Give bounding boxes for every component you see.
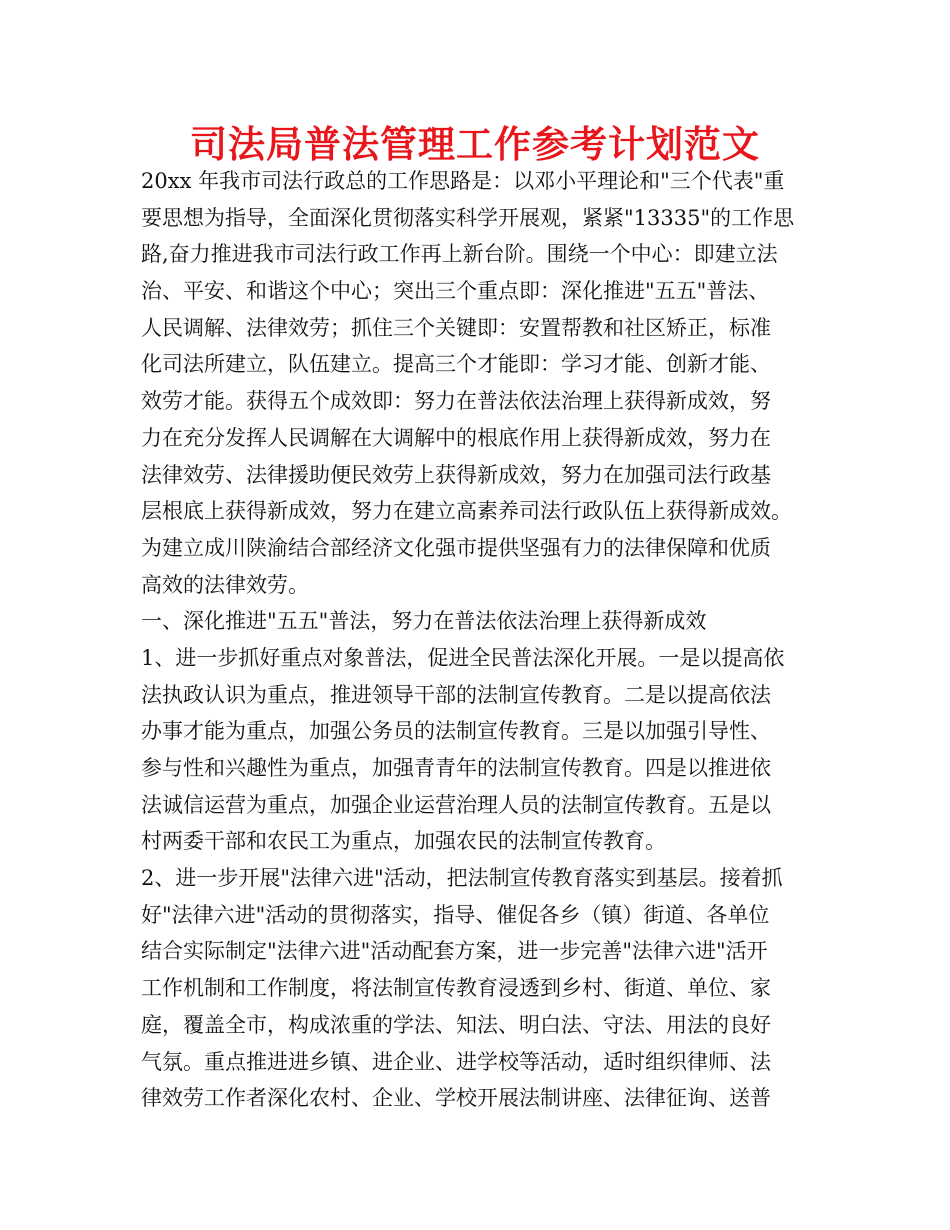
text-line: 办事才能为重点，加强公务员的法制宣传教育。三是以加强引导性、 xyxy=(141,719,771,744)
text-line: 好"法律六进"活动的贯彻落实，指导、催促各乡（镇）街道、各单位 xyxy=(141,902,770,927)
text-line: 20xx 年我市司法行政总的工作思路是：以邓小平理论和"三个代表"重 xyxy=(141,169,785,193)
text-line: 结合实际制定"法律六进"活动配套方案，进一步完善"法律六进"活开 xyxy=(141,939,768,964)
text-line: 村两委干部和农民工为重点，加强农民的法制宣传教育。 xyxy=(141,829,666,854)
text-line: 2、进一步开展"法律六进"活动，把法制宣传教育落实到基层。接着抓 xyxy=(141,866,783,891)
text-line: 路,奋力推进我市司法行政工作再上新台阶。围绕一个中心：即建立法 xyxy=(141,242,778,267)
text-line: 一、深化推进"五五"普法，努力在普法依法治理上获得新成效 xyxy=(141,609,707,634)
text-line: 要思想为指导，全面深化贯彻落实科学开展观，紧紧"13335"的工作思 xyxy=(141,205,795,230)
text-line: 为建立成川陕渝结合部经济文化强市提供坚强有力的法律保障和优质 xyxy=(141,535,771,560)
text-line: 法执政认识为重点，推进领导干部的法制宣传教育。二是以提高依法 xyxy=(141,682,771,707)
text-line: 层根底上获得新成效，努力在建立高素养司法行政队伍上获得新成效。 xyxy=(141,499,792,524)
text-line: 治、平安、和谐这个中心；突出三个重点即：深化推进"五五"普法、 xyxy=(141,279,770,304)
text-line: 力在充分发挥人民调解在大调解中的根底作用上获得新成效，努力在 xyxy=(141,425,771,450)
text-line: 效劳才能。获得五个成效即：努力在普法依法治理上获得新成效，努 xyxy=(141,389,771,414)
text-line: 法律效劳、法律援助便民效劳上获得新成效，努力在加强司法行政基 xyxy=(141,462,771,487)
text-line: 律效劳工作者深化农村、企业、学校开展法制讲座、法律征询、送普 xyxy=(141,1086,771,1111)
text-line: 1、进一步抓好重点对象普法，促进全民普法深化开展。一是以提高依 xyxy=(141,645,785,670)
text-line: 气氛。重点推进进乡镇、进企业、进学校等活动，适时组织律师、法 xyxy=(141,1049,771,1074)
text-line: 化司法所建立，队伍建立。提高三个才能即：学习才能、创新才能、 xyxy=(141,352,771,377)
text-line: 参与性和兴趣性为重点，加强青青年的法制宣传教育。四是以推进依 xyxy=(141,756,771,780)
document-title: 司法局普法管理工作参考计划范文 xyxy=(190,123,760,166)
text-line: 高效的法律效劳。 xyxy=(141,572,309,597)
document-body xyxy=(141,163,831,1117)
text-line: 法诚信运营为重点，加强企业运营治理人员的法制宣传教育。五是以 xyxy=(141,792,771,817)
text-line: 人民调解、法律效劳；抓住三个关键即：安置帮教和社区矫正，标准 xyxy=(141,315,771,340)
text-line: 庭，覆盖全市，构成浓重的学法、知法、明白法、守法、用法的良好 xyxy=(141,1012,771,1037)
text-line: 工作机制和工作制度，将法制宣传教育浸透到乡村、街道、单位、家 xyxy=(141,976,771,1001)
